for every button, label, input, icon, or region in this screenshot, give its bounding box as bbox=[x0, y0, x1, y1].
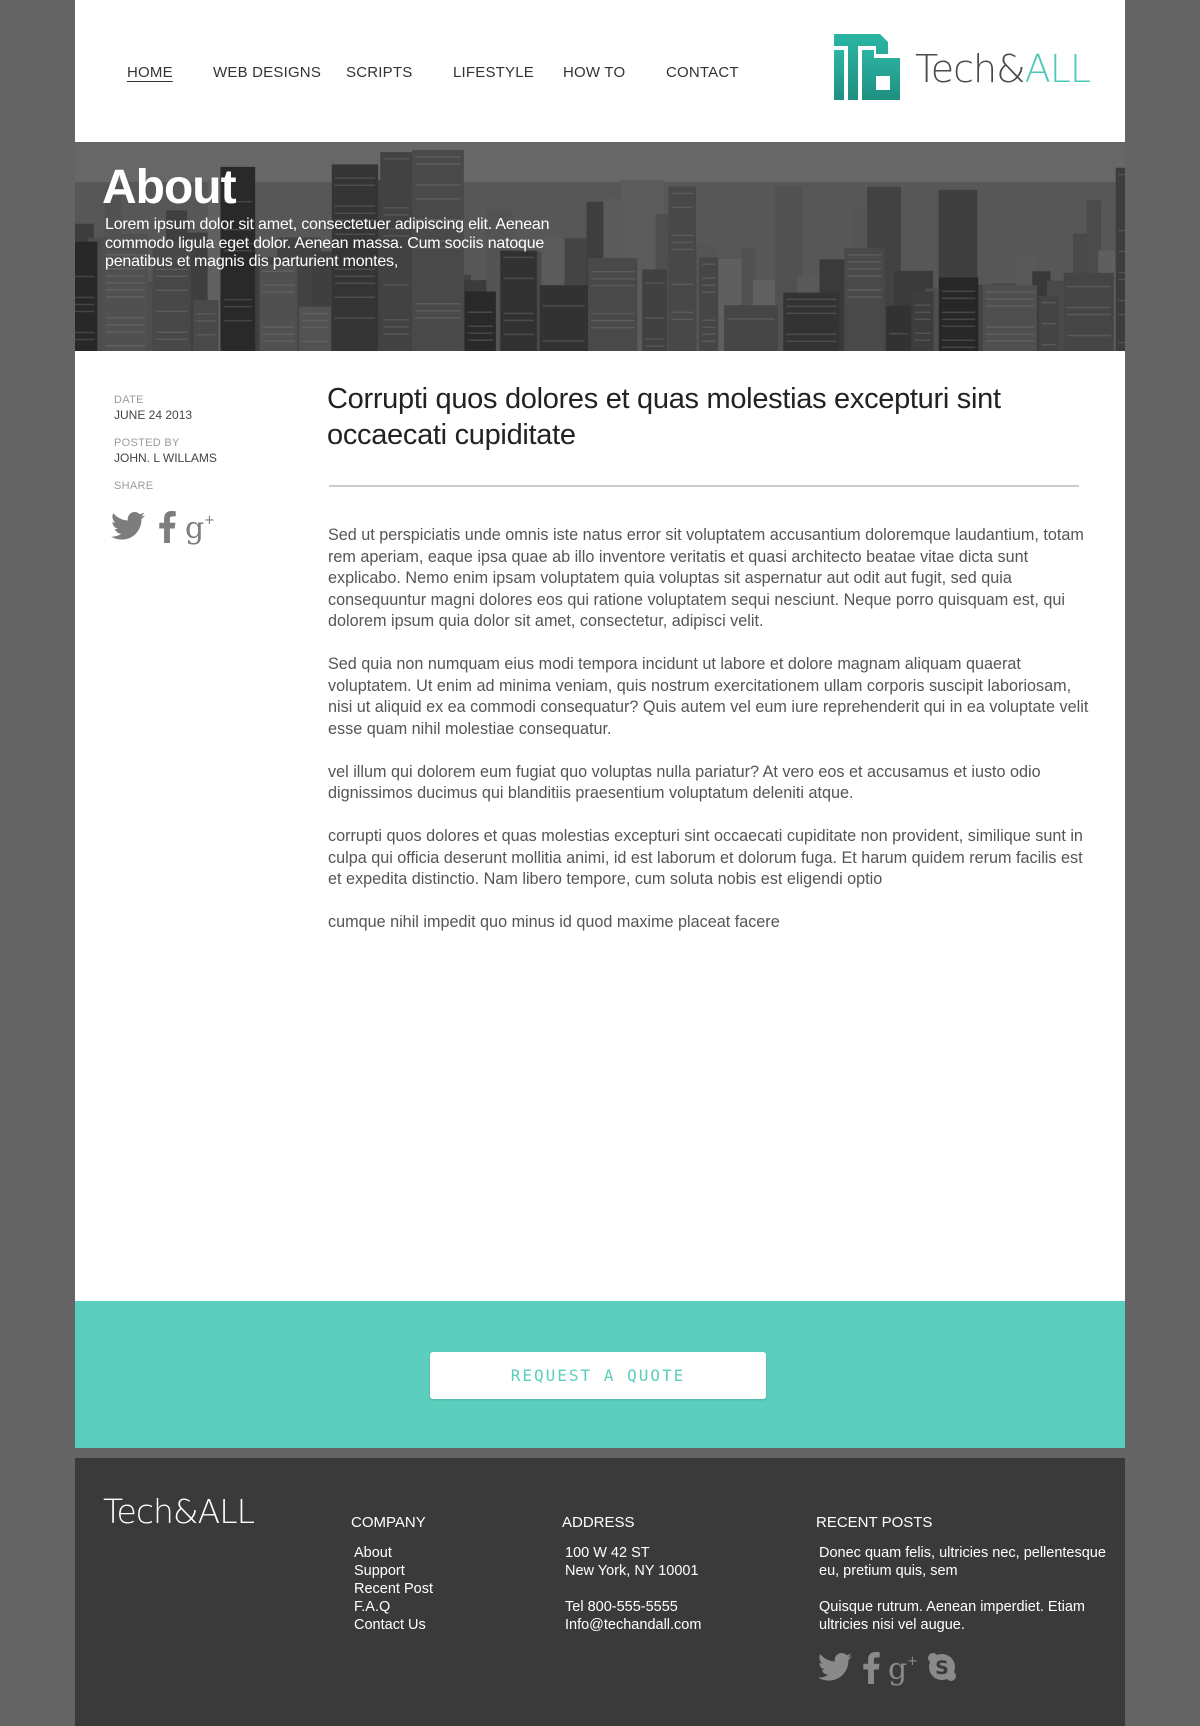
footer-link-contact-us[interactable]: Contact Us bbox=[354, 1617, 426, 1633]
address-tel: Tel 800-555-5555 bbox=[565, 1599, 678, 1615]
footer-link-recent-post[interactable]: Recent Post bbox=[354, 1581, 433, 1597]
date-label: DATE bbox=[114, 394, 144, 406]
facebook-icon[interactable] bbox=[862, 1652, 880, 1684]
page bbox=[75, 0, 1125, 1726]
nav-how-to[interactable]: HOW TO bbox=[563, 64, 626, 81]
svg-text:S: S bbox=[935, 1657, 949, 1679]
recent-posts bbox=[819, 1544, 1109, 1634]
address-line1: 100 W 42 ST bbox=[565, 1545, 650, 1561]
skype-icon[interactable] bbox=[927, 1652, 957, 1682]
posted-by-value: JOHN. L WILLAMS bbox=[114, 451, 217, 465]
address-email[interactable]: Info@techandall.com bbox=[565, 1617, 702, 1633]
logo-wordmark[interactable] bbox=[915, 47, 1090, 91]
logo-text-accent: ALL bbox=[1024, 47, 1091, 91]
main-content bbox=[75, 351, 1125, 1301]
svg-text:+: + bbox=[907, 1654, 918, 1669]
recent-post-item[interactable]: Quisque rutrum. Aenean imperdiet. Etiam ultricies nisi vel augue. bbox=[819, 1599, 1085, 1633]
article-paragraph: Sed ut perspiciatis unde omnis iste natus error sit voluptatem accusantium doloremque laudantium, totam rem aperiam, eaque ipsa quae ab illo inventore veritatis et quasi architecto beatae vitae dicta sunt explicabo. Nemo enim ipsam voluptatem quia voluptas sit aspernatur aut odit aut fugit, sed quia consequuntur magni dolores eos qui ratione voluptatem sequi nesciunt. Neque porro quisquam est, qui dolorem ipsum quia dolor sit amet, consectetur, adipisci velit. bbox=[328, 526, 1084, 630]
logo-text-main: Tech& bbox=[915, 47, 1025, 91]
address-block bbox=[565, 1544, 701, 1634]
nav-home[interactable]: HOME bbox=[127, 64, 173, 81]
footer-logo[interactable]: Tech&ALL bbox=[103, 1492, 254, 1531]
article-paragraph: cumque nihil impedit quo minus id quod maxime placeat facere bbox=[328, 913, 780, 931]
nav-contact[interactable]: CONTACT bbox=[666, 64, 739, 81]
article-paragraph: vel illum qui dolorem eum fugiat quo voluptas nulla pariatur? At vero eos et accusamus et iusto odio dignissimos ducimus qui blanditiis praesentium voluptatum deleniti atque. bbox=[328, 762, 1041, 802]
recent-post-item[interactable]: Donec quam felis, ultricies nec, pellentesque eu, pretium quis, sem bbox=[819, 1545, 1106, 1579]
address-title: ADDRESS bbox=[562, 1514, 635, 1531]
hero-title: About bbox=[102, 161, 236, 214]
google-plus-icon[interactable] bbox=[888, 1652, 920, 1686]
company-links bbox=[354, 1544, 433, 1634]
recent-posts-title: RECENT POSTS bbox=[816, 1514, 933, 1531]
nav-web-designs[interactable]: WEB DESIGNS bbox=[213, 64, 322, 81]
article-body bbox=[328, 525, 1098, 955]
request-quote-button[interactable]: REQUEST A QUOTE bbox=[430, 1352, 766, 1399]
nav-lifestyle[interactable]: LIFESTYLE bbox=[453, 64, 534, 81]
site-header bbox=[75, 0, 1125, 142]
article-paragraph: corrupti quos dolores et quas molestias excepturi sint occaecati cupiditate non provident, similique sunt in culpa qui officia deserunt mollitia animi, id est laborum et dolorum fuga. Et harum quidem rerum facilis est et expedita distinctio. Nam libero tempore, cum soluta nobis est eligendi optio bbox=[328, 827, 1083, 888]
article-title: Corrupti quos dolores et quas molestias excepturi sint occaecati cupiditate bbox=[327, 383, 1001, 451]
title-divider bbox=[329, 485, 1079, 487]
posted-by-label: POSTED BY bbox=[114, 437, 180, 449]
address-line2: New York, NY 10001 bbox=[565, 1563, 699, 1579]
company-title: COMPANY bbox=[351, 1514, 426, 1531]
hero-banner bbox=[75, 142, 1125, 351]
twitter-icon[interactable] bbox=[818, 1652, 852, 1682]
site-footer bbox=[75, 1458, 1125, 1726]
footer-link-support[interactable]: Support bbox=[354, 1563, 405, 1579]
hero-text: Lorem ipsum dolor sit amet, consectetuer adipiscing elit. Aenean commodo ligula eget dolor. Aenean massa. Cum sociis natoque penatibus et magnis dis parturient montes, bbox=[105, 216, 550, 270]
svg-text:g: g bbox=[888, 1652, 908, 1686]
date-value: JUNE 24 2013 bbox=[114, 408, 193, 422]
svg-text:+: + bbox=[204, 513, 215, 528]
article-paragraph: Sed quia non numquam eius modi tempora incidunt ut labore et dolore magnam aliquam quaerat voluptatem. Ut enim ad minima veniam, quis nostrum exercitationem ullam corporis suscipit laboriosam, nisi ut aliquid ex ea commodi consequatur? Quis autem vel eum iure reprehenderit qui in ea voluptate velit esse quam nihil molestiae consequatur. bbox=[328, 655, 1089, 738]
svg-text:g: g bbox=[185, 511, 205, 545]
facebook-icon[interactable] bbox=[158, 511, 176, 543]
footer-link-faq[interactable]: F.A.Q bbox=[354, 1599, 391, 1615]
footer-link-about[interactable]: About bbox=[354, 1545, 392, 1561]
twitter-icon[interactable] bbox=[111, 511, 145, 541]
cta-band bbox=[75, 1301, 1125, 1448]
nav-scripts[interactable]: SCRIPTS bbox=[346, 64, 413, 81]
techandall-logo-icon[interactable] bbox=[834, 34, 900, 100]
google-plus-icon[interactable] bbox=[185, 511, 217, 545]
share-label: SHARE bbox=[114, 480, 154, 492]
